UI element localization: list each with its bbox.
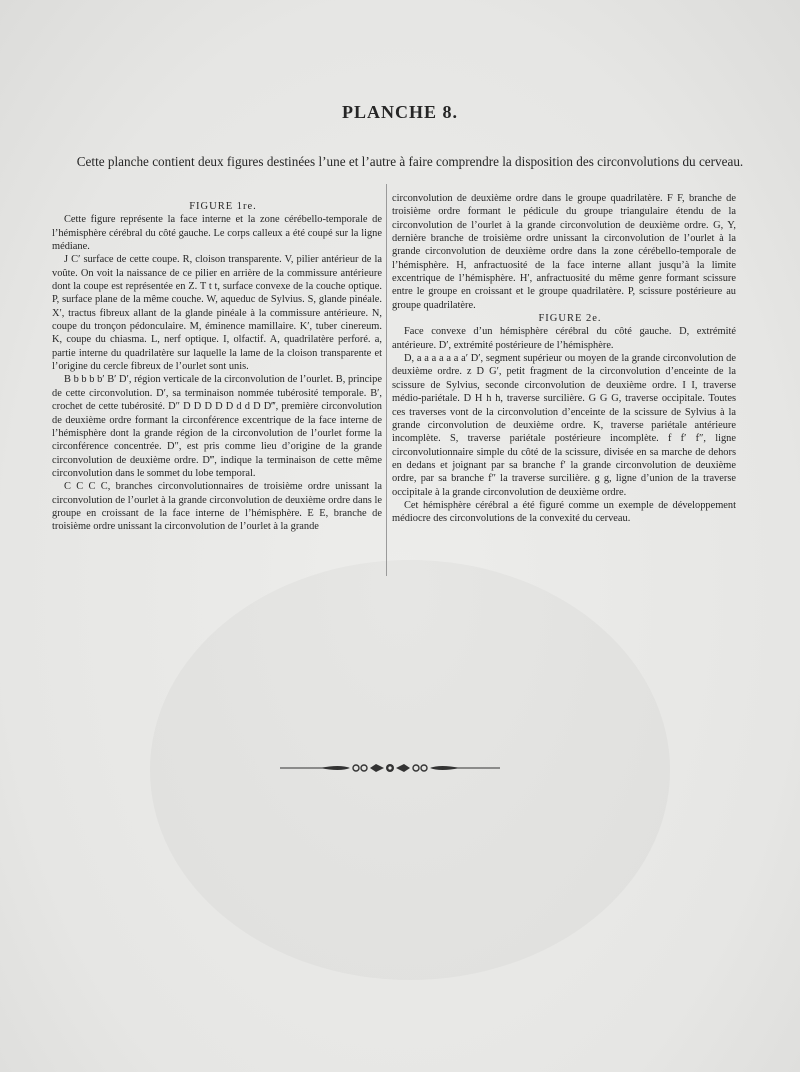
left-column [52, 200, 382, 534]
intro-text: Cette planche contient deux figures destinées l’une et l’autre à faire comprendre la disposition des circonvolutions du cerveau. [76, 154, 744, 169]
column-divider [386, 184, 387, 576]
figure-1-heading: FIGURE 1re. [189, 201, 257, 212]
figure-1-paragraph: B b b b b′ B′ D′, région verticale de la circonvolution de l’ourlet. B, principe de cette circonvolution. D′, sa terminaison nommée tubérosité temporale. B′, crochet de cette tubérosité. D″ D D D D D d d D D‴, première circonvolution de deuxième ordre formant la circonférence excentrique de la face interne de l’hémisphère dont la grande région de la circonvolution de l’ourlet forme la circonférence concentrée. D″, est pris comme lieu d’origine de la grande circonvolution de deuxième ordre. D‴, indique la terminaison de cette même circonvolution dans le sommet du lobe temporal. [52, 374, 382, 479]
figure-1-paragraph: Cette figure représente la face interne et la zone cérébello-temporale de l’hémisphère cérébral du côté gauche. Le corps calleux a été coupé sur la ligne médiane. [52, 214, 382, 253]
page-title: PLANCHE 8. [341, 102, 458, 122]
figure-2-heading: FIGURE 2e. [538, 313, 602, 325]
figure-1-paragraph: C C C C, branches circonvolutionnaires de troisième ordre unissant la circonvolution de l’ourlet à la grande circonvolution de deuxième ordre dans le groupe en croissant de la face interne de l’hémisphère. E E, branche de troisième ordre unissant la circonvolution de l’ourlet à la grande [52, 481, 382, 533]
right-column [392, 192, 736, 526]
figure-1-paragraph: J C′ surface de cette coupe. R, cloison transparente. V, pilier antérieur de la voûte. On voit la naissance de ce pilier en arrière de la commissure antérieure dont la coupe est représentée en Z. T t t, surface convexe de la couche optique. P, surface plane de la même couche. W, aqueduc de Sylvius. S, glande pinéale. X′, tractus fibreux allant de la glande pinéale à la commissure antérieure. N, coupe du tronçon pédonculaire. M, éminence mamillaire. K′, tuber cinereum. K, coupe du chiasma. L, nerf optique. I, olfactif. A, quadrilatère perforé. a, partie interne du quadrilatère sur laquelle la lame de la cloison transparente et l’origine du cercle fibreux de l’ourlet sont unis. [52, 254, 382, 373]
figure-2-paragraph: Face convexe d’un hémisphère cérébral du côté gauche. D, extrémité antérieure. D′, extrémité postérieure de l’hémisphère. [392, 326, 736, 351]
ornamental-divider [280, 758, 500, 778]
figure-2-paragraph: Cet hémisphère cérébral a été figuré comme un exemple de développement médiocre des circonvolutions de la convexité du cerveau. [392, 499, 736, 525]
figure-1-continuation: circonvolution de deuxième ordre dans le groupe quadrilatère. F F, branche de troisième ordre formant le pédicule du groupe triangulaire étendu de la circonvolution de l’ourlet à la grande circonvolution de deuxième ordre. G, Y, dernière branche de troisième ordre unissant la circonvolution de l’ourlet à la grande circonvolution de deuxième ordre dans la zone cérébello-temporale de l’hémisphère. H, anfractuosité de la face interne allant jusqu’à la limite excentrique de l’hémisphère. H′, anfractuosité du même genre formant scissure entre le groupe en croissant et le groupe quadrilatère. P, scissure postérieure au groupe quadrilatère. [392, 193, 736, 311]
figure-2-paragraph: D, a a a a a a a′ D′, segment supérieur ou moyen de la grande circonvolution de deuxième ordre. z D G′, petit fragment de la circonvolution d’enceinte de la scissure de Sylvius, seconde circonvolution de deuxième ordre. I I, traverse médio-pariétale. D H h h, traverse surcilière. G G G, traverse occipitale. Toutes ces traverses vont de la circonvolution d’enceinte de la scissure de Sylvius à la grande circonvolution de deuxième ordre. K, traverse pariétale antérieure incomplète. S, traverse pariétale postérieure incomplète. f f′ f″, ligne circonvolutionnaire simple du côté de la scissure, divisée en sa marche de dehors en dedans et joignant par sa branche f′ la grande circonvolution de deuxième ordre, par sa branche f″ la traverse surcilière. g g, ligne d’union de la traverse occipitale à la grande circonvolution de deuxième ordre. [392, 353, 736, 498]
